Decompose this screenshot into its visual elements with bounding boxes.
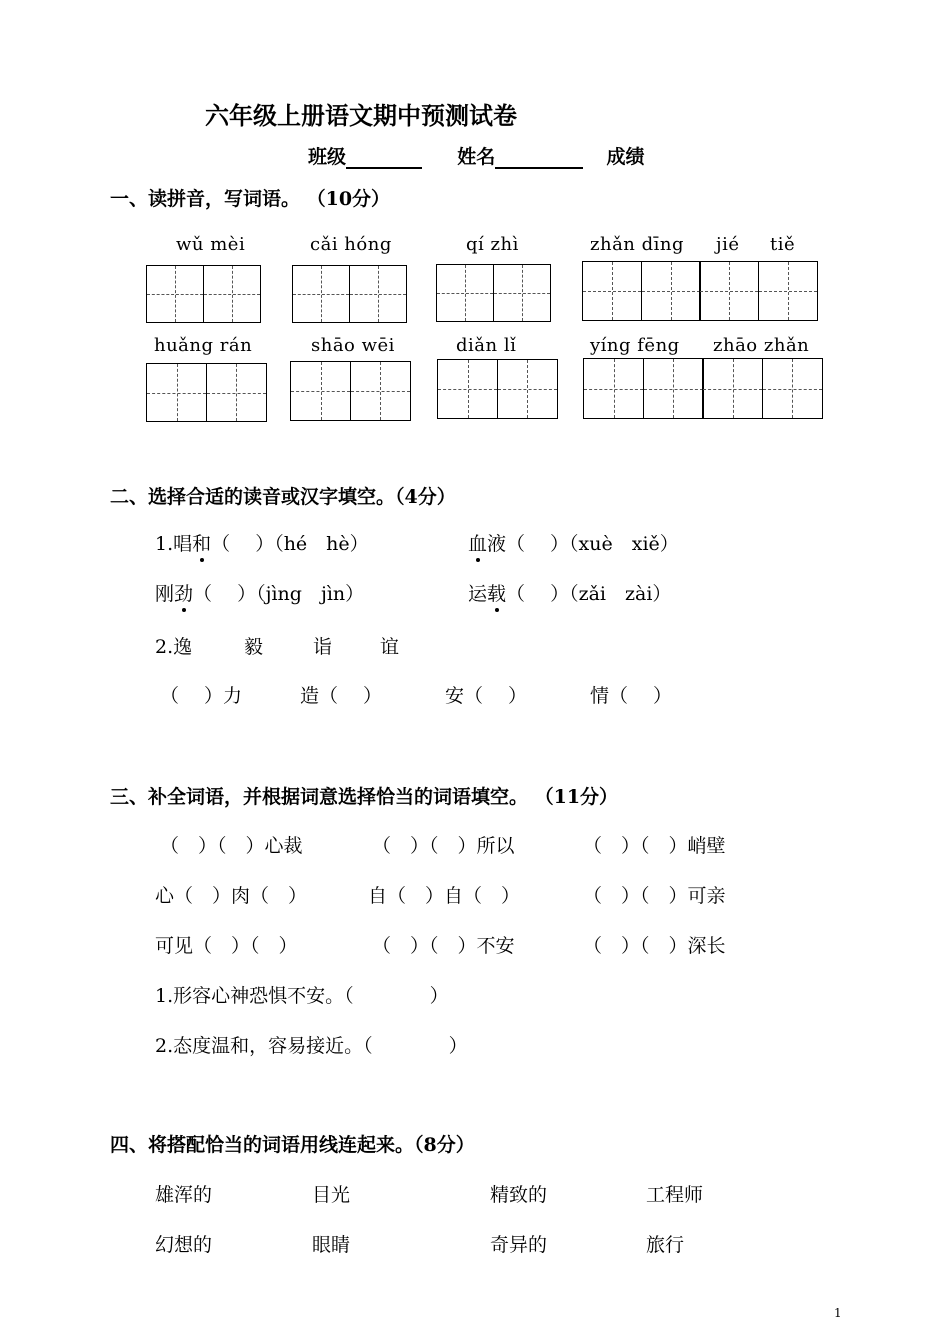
section-3-heading: 三、补全词语，并根据词意选择恰当的词语填空。 （11分） xyxy=(110,786,619,808)
match-word: 精致的 xyxy=(490,1184,548,1206)
pinyin-wumei: wǔ mèi xyxy=(176,234,246,255)
idiom-3: （ ）（ ）峭壁 xyxy=(583,835,726,857)
char-fill-2: 造（ ） xyxy=(300,685,383,707)
pronunciation-item-2: 血液（ ）（xuè xiě） xyxy=(468,529,679,556)
dotted-char: 劲 xyxy=(174,579,193,606)
idiom-9: （ ）（ ）深长 xyxy=(583,935,726,957)
idiom-2: （ ）（ ）所以 xyxy=(372,835,515,857)
match-word: 奇异的 xyxy=(490,1234,548,1256)
char-fill-1: （ ）力 xyxy=(160,685,243,707)
pinyin-dianli: diǎn lǐ xyxy=(456,335,517,356)
definition-question-2: 2.态度温和，容易接近。（ ） xyxy=(155,1035,468,1057)
name-label: 姓名 xyxy=(457,146,496,168)
idiom-8: （ ）（ ）不安 xyxy=(372,935,515,957)
pronunciation-item-1: 1.唱和（ ）（hé hè） xyxy=(155,529,369,556)
writing-grid-8[interactable] xyxy=(583,358,821,419)
pinyin-zhaozhan: zhāo zhǎn xyxy=(713,335,810,356)
match-word: 幻想的 xyxy=(155,1234,213,1256)
class-label: 班级 xyxy=(308,146,347,168)
writing-grid-6[interactable] xyxy=(290,361,409,421)
definition-question-1: 1.形容心神恐惧不安。（ ） xyxy=(155,985,449,1007)
dotted-char: 和 xyxy=(192,529,211,556)
match-word: 目光 xyxy=(312,1184,351,1206)
section-1-heading: 一、读拼音，写词语。 （10分） xyxy=(110,188,391,210)
pinyin-shaowei: shāo wēi xyxy=(311,335,395,356)
idiom-4: 心（ ）肉（ ） xyxy=(155,885,308,907)
dotted-char: 载 xyxy=(487,579,506,606)
char-choice-3: 诣 xyxy=(313,636,333,658)
match-word: 雄浑的 xyxy=(155,1184,213,1206)
writing-grid-7[interactable] xyxy=(437,359,556,419)
writing-grid-5[interactable] xyxy=(146,363,265,422)
page-title: 六年级上册语文期中预测试卷 xyxy=(205,101,517,130)
char-choice-2: 毅 xyxy=(244,636,264,658)
pinyin-yingfeng: yíng fēng xyxy=(590,335,680,356)
idiom-6: （ ）（ ）可亲 xyxy=(583,885,726,907)
name-blank[interactable] xyxy=(495,147,583,169)
idiom-5: 自（ ）自（ ） xyxy=(368,885,521,907)
pinyin-jie: jié xyxy=(716,234,740,255)
writing-grid-4[interactable] xyxy=(582,261,816,321)
writing-grid-2[interactable] xyxy=(292,265,405,323)
pinyin-qizhi: qí zhì xyxy=(466,234,519,255)
pronunciation-item-3: 刚劲（ ）（jìng jìn） xyxy=(155,579,364,606)
char-choice-4: 谊 xyxy=(380,636,400,658)
page-number: 1 xyxy=(834,1306,842,1320)
match-word: 眼睛 xyxy=(312,1234,351,1256)
writing-grid-3[interactable] xyxy=(436,264,549,322)
dotted-char: 血 xyxy=(468,529,487,556)
writing-grid-1[interactable] xyxy=(146,265,259,323)
match-word: 旅行 xyxy=(646,1234,685,1256)
student-info-line xyxy=(308,142,645,169)
section-2-heading: 二、选择合适的读音或汉字填空。（4分） xyxy=(110,486,456,508)
pinyin-zhanding: zhǎn dīng xyxy=(590,234,685,255)
idiom-1: （ ）（ ）心裁 xyxy=(160,835,303,857)
idiom-7: 可见（ ）（ ） xyxy=(155,935,298,957)
char-fill-3: 安（ ） xyxy=(445,685,528,707)
pronunciation-item-4: 运载（ ）（zǎi zài） xyxy=(468,579,671,606)
pinyin-huangran: huǎng rán xyxy=(154,335,253,356)
class-blank[interactable] xyxy=(346,147,422,169)
pinyin-caihong: cǎi hóng xyxy=(310,234,392,255)
section-4-heading: 四、将搭配恰当的词语用线连起来。（8分） xyxy=(110,1134,475,1156)
score-label: 成绩 xyxy=(606,146,645,168)
pinyin-tie: tiě xyxy=(770,234,796,255)
char-choice-1: 2.逸 xyxy=(155,636,193,658)
match-word: 工程师 xyxy=(646,1184,704,1206)
char-fill-4: 情（ ） xyxy=(590,685,673,707)
